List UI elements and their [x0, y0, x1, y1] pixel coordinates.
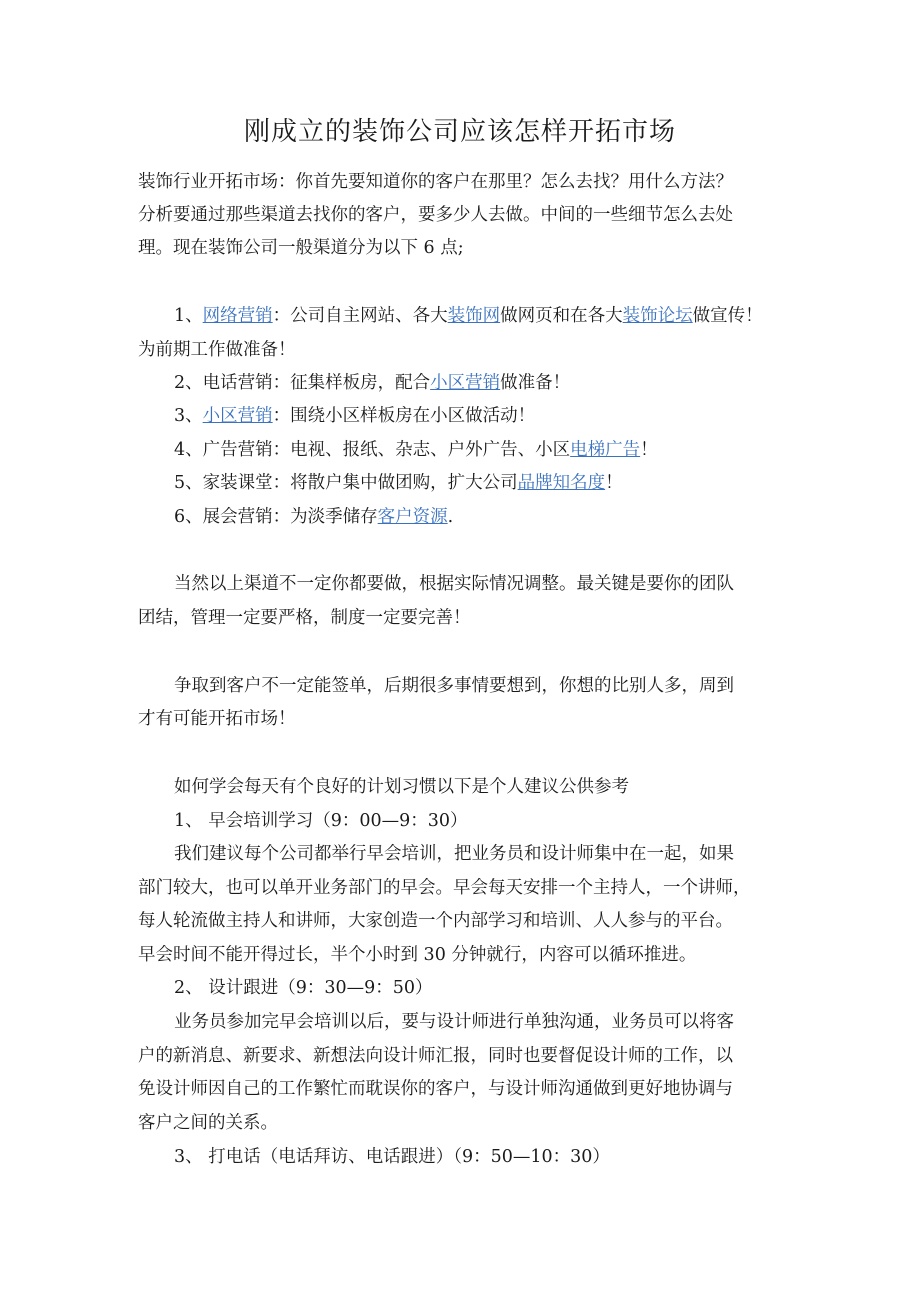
intro-line-2: 分析要通过那些渠道去找你的客户，要多少人去做。中间的一些细节怎么去处	[138, 205, 733, 225]
item-3-heading: 3、 打电话（电话拜访、电话跟进）（9：50—10：30）	[174, 1147, 610, 1167]
channel-4-text-a: 4、广告营销：电视、报纸、杂志、户外广告、小区	[174, 440, 571, 460]
paragraph-1-line-1: 当然以上渠道不一定你都要做，根据实际情况调整。最关键是要你的团队	[174, 574, 734, 594]
paragraph-2-line-2: 才有可能开拓市场！	[138, 709, 296, 729]
document-title: 刚成立的装饰公司应该怎样开拓市场	[243, 117, 676, 147]
channel-1-text-c: 做宣传！	[692, 306, 763, 326]
item-1-line-2: 部门较大，也可以单开业务部门的早会。早会每天安排一个主持人，一个讲师，	[138, 878, 751, 898]
channel-3	[174, 400, 535, 432]
item-1-line-3: 每人轮流做主持人和讲师，大家创造一个内部学习和培训、人人参与的平台。	[138, 911, 733, 931]
channel-2	[174, 367, 570, 399]
channel-6	[174, 501, 453, 533]
link-network-marketing[interactable]: 网络营销	[202, 306, 273, 326]
item-2-line-4: 客户之间的关系。	[138, 1113, 278, 1133]
item-2-line-3: 免设计师因自己的工作繁忙而耽误你的客户，与设计师沟通做到更好地协调与	[138, 1079, 733, 1099]
channel-1-continuation: 为前期工作做准备！	[138, 340, 296, 360]
channel-6-text-a: 6、展会营销：为淡季储存	[174, 507, 378, 527]
channel-1	[174, 300, 763, 332]
intro-line-1: 装饰行业开拓市场：你首先要知道你的客户在那里？怎么去找？用什么方法？	[138, 172, 733, 192]
channel-3-number: 3、	[174, 406, 203, 426]
link-community-marketing-2[interactable]: 小区营销	[202, 406, 273, 426]
channel-5	[174, 467, 623, 499]
plan-intro: 如何学会每天有个良好的计划习惯以下是个人建议公供参考	[174, 777, 629, 797]
channel-6-text-b: .	[447, 507, 454, 527]
paragraph-1-line-2: 团结，管理一定要严格，制度一定要完善！	[138, 608, 471, 628]
item-2-heading: 2、 设计跟进（9：30—9：50）	[174, 978, 433, 998]
item-1-line-4: 早会时间不能开得过长，半个小时到 30 分钟就行，内容可以循环推进。	[138, 945, 697, 965]
channel-5-text-a: 5、家装课堂：将散户集中做团购，扩大公司	[174, 473, 518, 493]
link-brand-awareness[interactable]: 品牌知名度	[517, 473, 606, 493]
item-2-line-2: 户的新消息、新要求、新想法向设计师汇报，同时也要督促设计师的工作，以	[138, 1046, 733, 1066]
link-customer-resources[interactable]: 客户资源	[377, 507, 448, 527]
link-elevator-ads[interactable]: 电梯广告	[570, 440, 641, 460]
channel-1-text-b: 做网页和在各大	[500, 306, 623, 326]
item-2-line-1: 业务员参加完早会培训以后，要与设计师进行单独沟通，业务员可以将客	[174, 1012, 734, 1032]
item-1-line-1: 我们建议每个公司都举行早会培训，把业务员和设计师集中在一起，如果	[174, 844, 734, 864]
channel-2-text-a: 2、电话营销：征集样板房，配合	[174, 373, 431, 393]
channel-2-text-b: 做准备！	[500, 373, 571, 393]
link-decoration-forum[interactable]: 装饰论坛	[622, 306, 693, 326]
channel-5-text-b: ！	[605, 473, 623, 493]
channel-3-text: ：围绕小区样板房在小区做活动！	[272, 406, 536, 426]
channel-4-text-b: ！	[640, 440, 658, 460]
link-community-marketing[interactable]: 小区营销	[430, 373, 501, 393]
paragraph-2-line-1: 争取到客户不一定能签单，后期很多事情要想到，你想的比别人多，周到	[174, 676, 734, 696]
channel-1-number: 1、	[174, 306, 203, 326]
channel-1-text-a: ：公司自主网站、各大	[272, 306, 448, 326]
link-decoration-site[interactable]: 装饰网	[447, 306, 501, 326]
intro-line-3: 理。现在装饰公司一般渠道分为以下 6 点;	[138, 238, 464, 258]
channel-4	[174, 434, 658, 466]
item-1-heading: 1、 早会培训学习（9：00—9：30）	[174, 811, 468, 831]
